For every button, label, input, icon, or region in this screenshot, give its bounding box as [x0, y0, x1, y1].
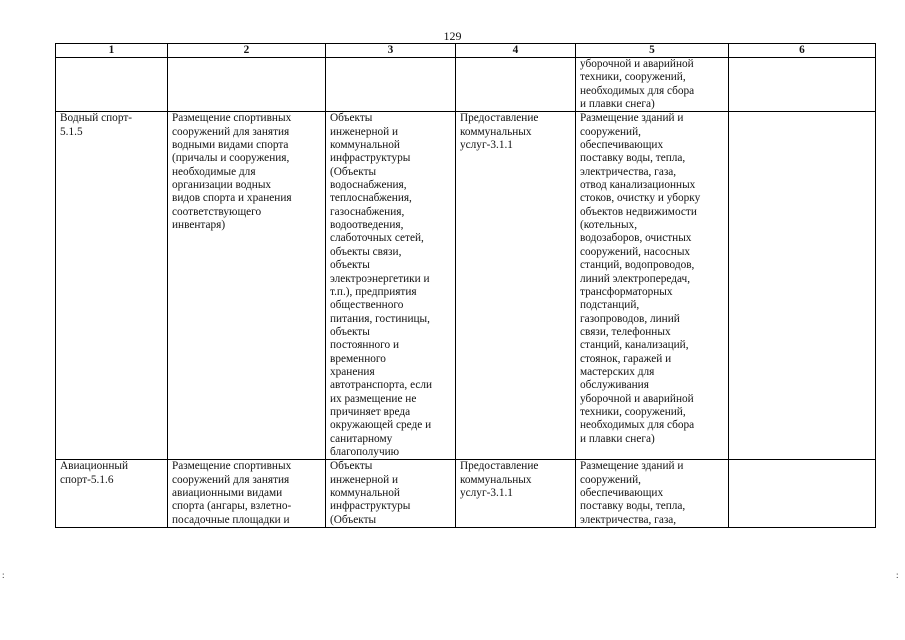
table-cell: Размещение зданий и сооружений, обеспечивающих поставку воды, тепла, электричества, газа, отвод канализационных стоков, очистку и уборку объектов недвижимости (котельных, водозаборов, очистных сооружений, насосных станций, водопроводов, линий электропередач, трансформаторных подстанций, газопроводов, линий связи, телефонных станций, канализаций, стоянок, гаражей и мастерских для обслуживания уборочной и аварийной техники, сооружений, необходимых для сбора и плавки снега)	[576, 112, 729, 460]
land-use-table	[55, 43, 876, 528]
table-cell	[456, 58, 576, 112]
table-cell	[326, 58, 456, 112]
col-header-4: 4	[456, 44, 576, 58]
table-cell: Размещение спортивных сооружений для занятия водными видами спорта (причалы и сооружения, необходимые для организации водных видов спорта и хранения соответствующего инвентаря)	[168, 112, 326, 460]
page-number: 129	[443, 29, 462, 43]
table-cell: Предоставление коммунальных услуг-3.1.1	[456, 112, 576, 460]
table-cell	[56, 58, 168, 112]
header-row	[56, 44, 876, 58]
col-header-5: 5	[576, 44, 729, 58]
table-cell: Объекты инженерной и коммунальной инфраструктуры (Объекты водоснабжения, теплоснабжения, газоснабжения, водоотведения, слаботочных сетей, объекты связи, объекты электроэнергетики и т.п.), предприятия общественного питания, гостиницы, объекты постоянного и временного хранения автотранспорта, если их размещение не причиняет вреда окружающей среде и санитарному благополучию	[326, 112, 456, 460]
table-cell: Водный спорт- 5.1.5	[56, 112, 168, 460]
table-cell: Объекты инженерной и коммунальной инфраструктуры (Объекты	[326, 460, 456, 528]
table-cell: Размещение спортивных сооружений для занятия авиационными видами спорта (ангары, взлетно- посадочные площадки и	[168, 460, 326, 528]
col-header-1: 1	[56, 44, 168, 58]
table-cell	[729, 58, 876, 112]
table-row	[56, 112, 876, 460]
col-header-2: 2	[168, 44, 326, 58]
col-header-3: 3	[326, 44, 456, 58]
col-header-6: 6	[729, 44, 876, 58]
table-row	[56, 58, 876, 112]
table-cell	[729, 460, 876, 528]
left-edge-mark: :	[2, 570, 5, 580]
table-cell	[168, 58, 326, 112]
table-cell: уборочной и аварийной техники, сооружений, необходимых для сбора и плавки снега)	[576, 58, 729, 112]
table-cell: Авиационный спорт-5.1.6	[56, 460, 168, 528]
table-cell	[729, 112, 876, 460]
table-cell: Размещение зданий и сооружений, обеспечивающих поставку воды, тепла, электричества, газа,	[576, 460, 729, 528]
table-row	[56, 460, 876, 528]
table-cell: Предоставление коммунальных услуг-3.1.1	[456, 460, 576, 528]
right-edge-mark: :	[896, 570, 899, 580]
